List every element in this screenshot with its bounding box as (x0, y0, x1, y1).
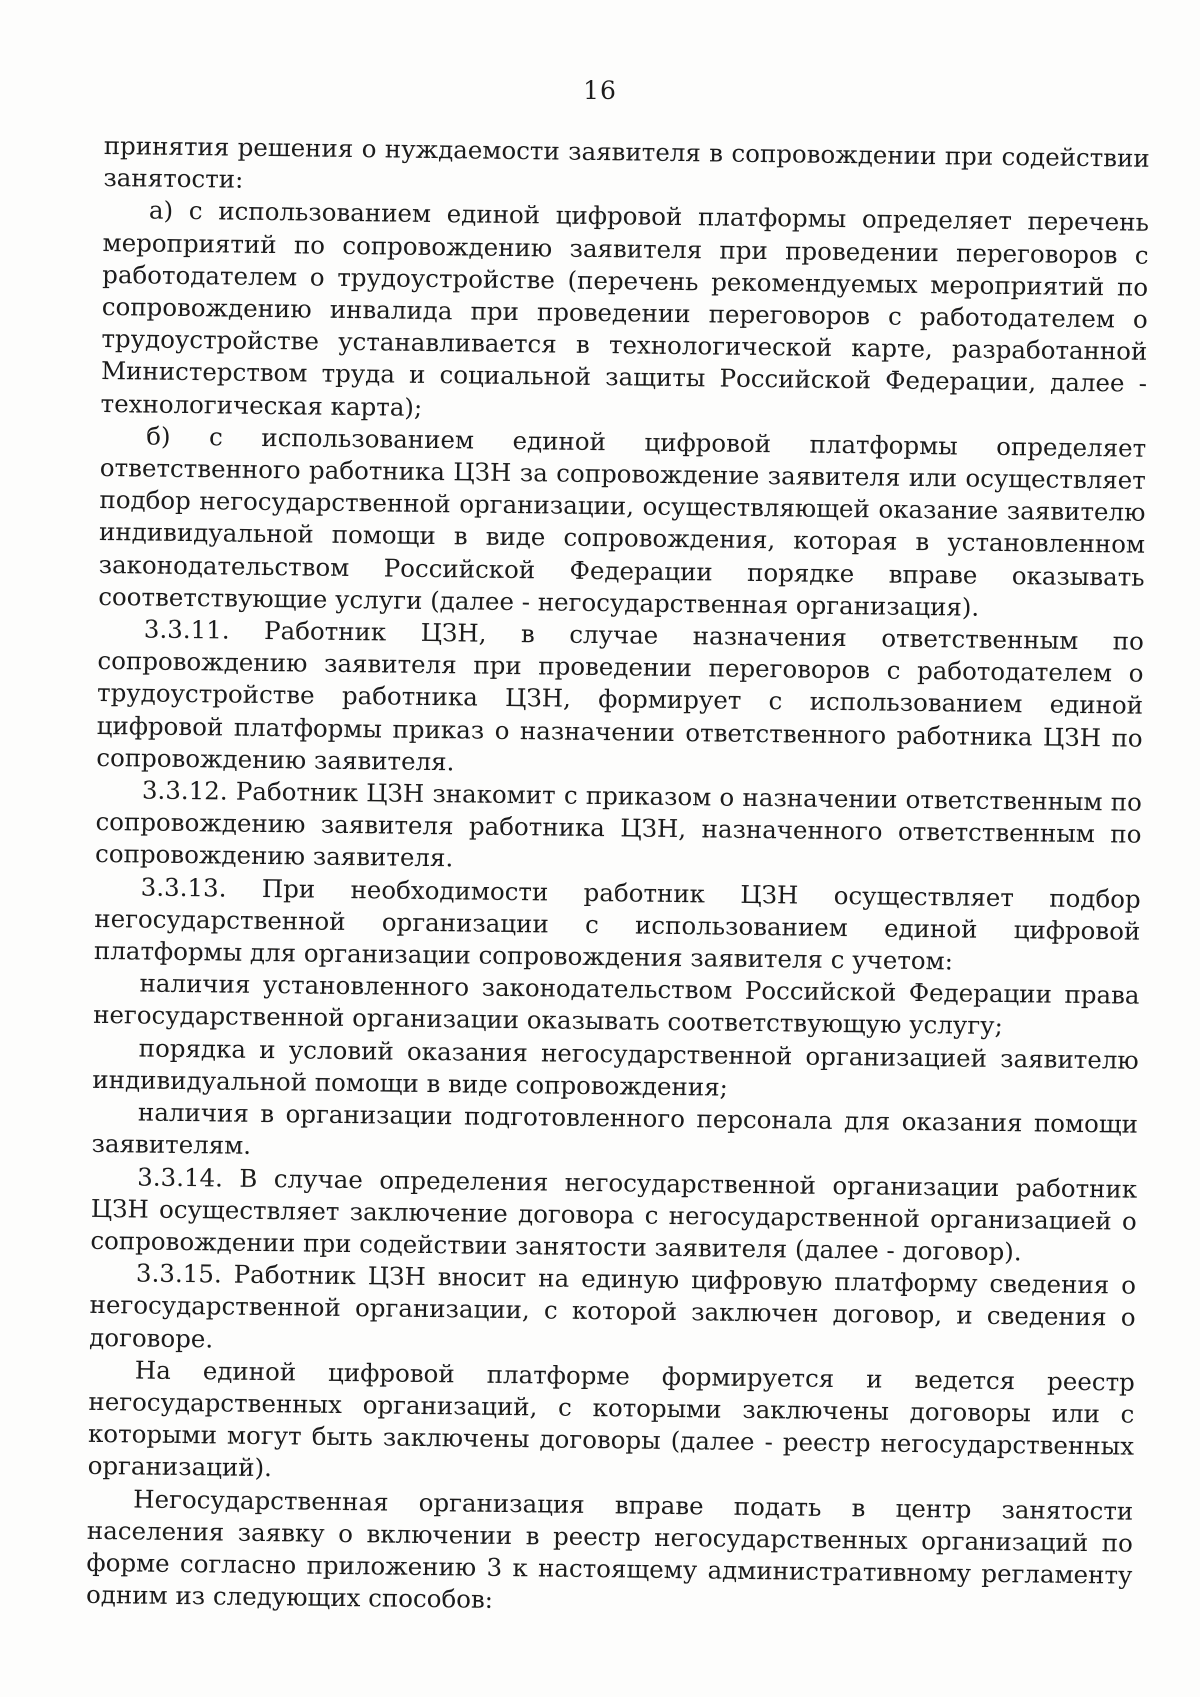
page-number: 16 (583, 76, 617, 105)
paragraph: 3.3.11. Работник ЦЗН, в случае назначения ответственным по сопровождению заявителя при проведении переговоров с работодателем о трудоустройстве работника ЦЗН, формирует с использованием единой цифровой платформы приказ о назначении ответственного работника ЦЗН по сопровождению заявителя. (96, 614, 1145, 777)
paragraph: На единой цифровой платформе формируется и ведется реестр негосударственных организаций, с которыми заключены договоры или с которыми могут быть заключены договоры (далее - реестр негосударственных организаций). (87, 1355, 1135, 1483)
paragraph: порядка и условий оказания негосударственной организацией заявителю индивидуальной помощи в виде сопровождения; (92, 1033, 1139, 1102)
paragraph: а) с использованием единой цифровой платформы определяет перечень мероприятий по сопровождению заявителя при проведении переговоров с работодателем о трудоустройстве (перечень рекомендуемых мероприятий по сопровождению инвалида при проведении переговоров с работодателем о трудоустройстве устанавливается в технологической карте, разработанной Министерством труда и социальной защиты Российской Федерации, далее - технологическая карта); (100, 195, 1150, 422)
paragraph: 3.3.14. В случае определения негосударственной организации работник ЦЗН осуществляет заключение договора с негосударственной организацией о сопровождении при содействии занятости заявителя (далее - договор). (90, 1161, 1138, 1267)
document-body (86, 130, 1150, 1624)
paragraph: 3.3.13. При необходимости работник ЦЗН осуществляет подбор негосударственной организации с использованием единой цифровой платформы для организации сопровождения заявителя с учетом: (93, 872, 1141, 976)
paragraph: Негосударственная организация вправе подать в центр занятости населения заявку о включении в реестр негосударственных организаций по форме согласно приложению 3 к настоящему административному регламенту одним из следующих способов: (85, 1483, 1134, 1615)
paragraph: 3.3.12. Работник ЦЗН знакомит с приказом о назначении ответственным по сопровождению заявителя работника ЦЗН, назначенного ответственным по сопровождению заявителя. (94, 775, 1143, 873)
paragraph: наличия в организации подготовленного персонала для оказания помощи заявителям. (91, 1097, 1139, 1161)
paragraph: принятия решения о нуждаемости заявителя в сопровождении при содействии занятости: (103, 130, 1150, 194)
paragraph: наличия установленного законодательством Российской Федерации права негосударственной организации оказывать соответствующую услугу; (93, 968, 1140, 1041)
paragraph: 3.3.15. Работник ЦЗН вносит на единую цифровую платформу сведения о негосударственной организации, с которой заключен договор, и сведения о договоре. (89, 1258, 1137, 1353)
paragraph: б) с использованием единой цифровой платформы определяет ответственного работника ЦЗН за сопровождение заявителя или осуществляет подбор негосударственной организации, осуществляющей оказание заявителю индивидуальной помощи в виде сопровождения, которая в установленном законодательством Российской Федерации порядке вправе оказывать соответствующие услуги (далее - негосударственная организация). (98, 421, 1147, 622)
